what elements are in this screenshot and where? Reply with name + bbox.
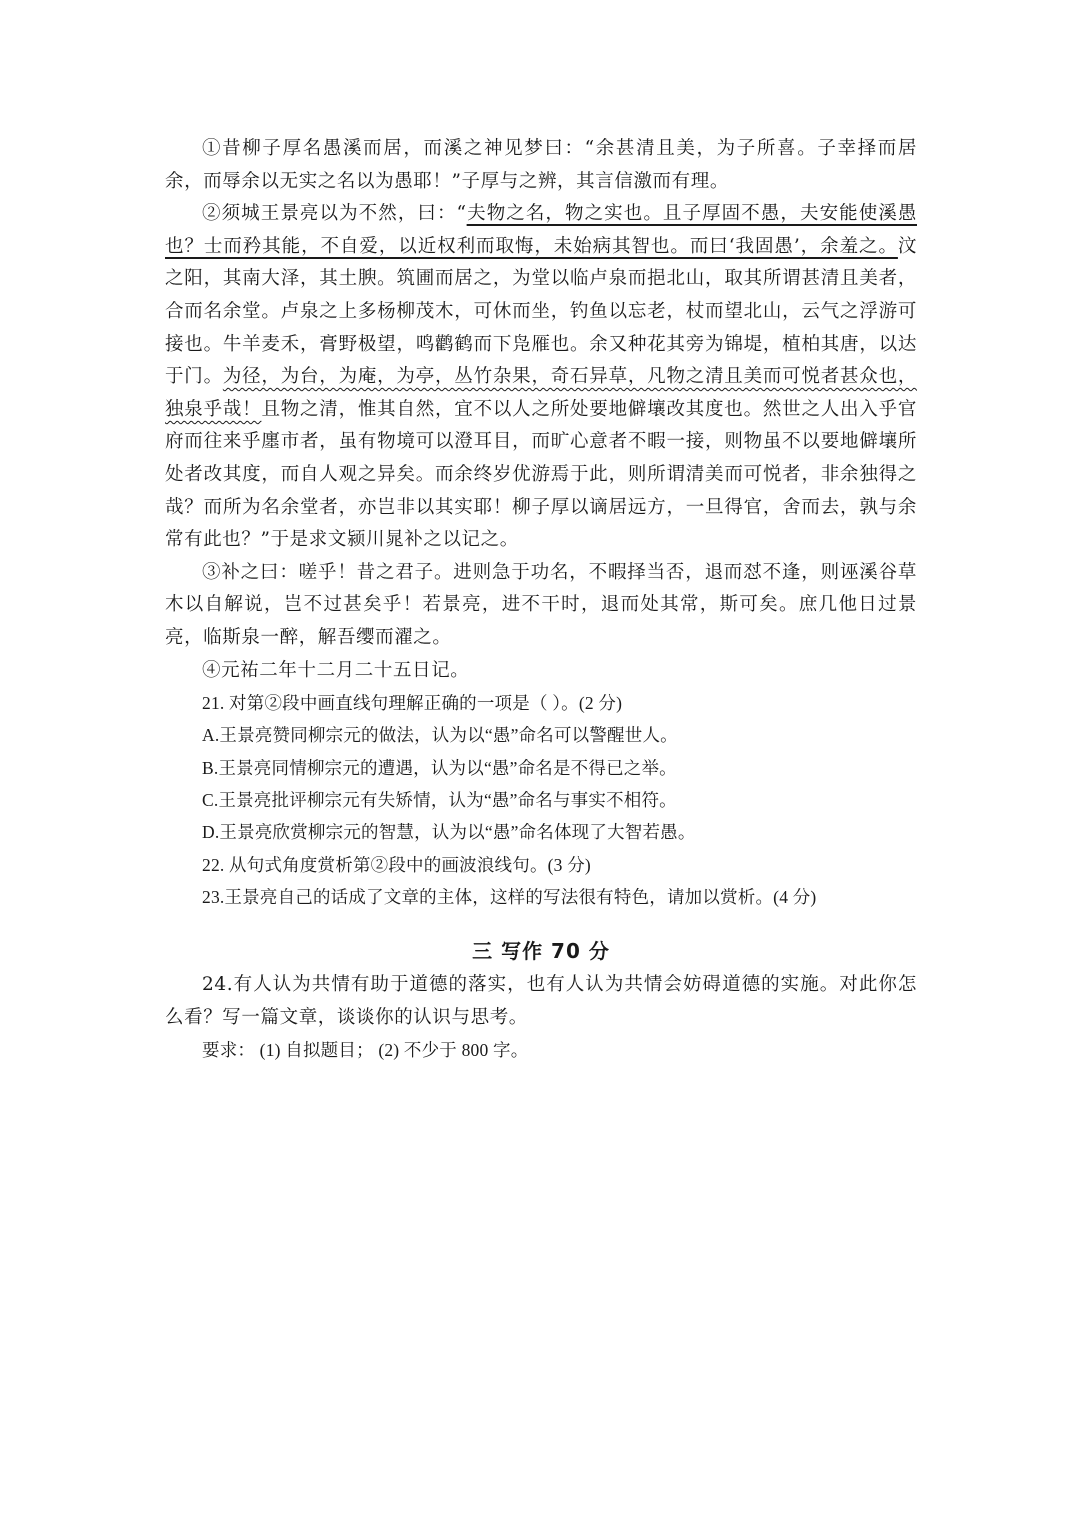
passage-paragraph-4: ④元祐二年十二月二十五日记。: [202, 659, 470, 681]
question-21-option-a: A.王景亮赞同柳宗元的做法，认为以“愚”命名可以警醒世人。: [202, 725, 678, 746]
question-23: 23.王景亮自己的话成了文章的主体，这样的写法很有特色，请加以赏析。(4 分): [202, 886, 817, 907]
passage-paragraph-3: ③补之曰：嗟乎！昔之君子。进则急于功名，不暇择当否，退而怼不逢，则诬溪谷草木以自解说，岂不过甚矣乎！若景亮，进不干时，退而处其常，斯可矣。庶几他日过景亮，临斯泉一醉，解吾缨而濯之。: [165, 561, 917, 648]
straight-underlined-sentence: 夫物之名，物之实也。且子厚固不愚，夫安能使溪愚也？士而矜其能，不自爱，以近权利而取悔，未始病其智也。而曰‘我固愚’，余羞之。: [165, 203, 917, 257]
passage-paragraph-1: ①昔柳子厚名愚溪而居，而溪之神见梦曰：“余甚清且美，为子所喜。子幸择而居余，而辱余以无实之名以为愚耶！”子厚与之辨，其言信激而有理。: [165, 138, 917, 192]
writing-prompt: 24.有人认为共情有助于道德的落实，也有人认为共情会妨碍道德的实施。对此你怎么看？写一篇文章，谈谈你的认识与思考。: [165, 974, 917, 1028]
writing-requirements: 要求： (1) 自拟题目； (2) 不少于 800 字。: [202, 1040, 529, 1061]
exam-page: [165, 133, 917, 1067]
question-22: 22. 从句式角度赏析第②段中的画波浪线句。(3 分): [202, 854, 591, 875]
question-21-option-d: D.王景亮欣赏柳宗元的智慧，认为以“愚”命名体现了大智若愚。: [202, 822, 696, 843]
question-21-option-b: B.王景亮同情柳宗元的遭遇，认为以“愚”命名是不得已之举。: [202, 757, 677, 778]
wavy-underlined-sentence: 为径，为台，为庵，为亭，丛竹杂果，奇石异草，凡物之清且美而可悦者甚众也，独泉乎哉！: [165, 366, 917, 420]
question-21: 21. 对第②段中画直线句理解正确的一项是（ ）。(2 分): [202, 693, 623, 714]
paragraph-2-middle: 汶之阳，其南大泽，其土腴。筑圃而居之，为堂以临卢泉而挹北山，取其所谓甚清且美者，合而名余堂。卢泉之上多杨柳茂木，可休而坐，钓鱼以忘老，杖而望北山，云气之浮游可接也。牛羊麦禾，膏野极望，鸣鹳鹤而下凫雁也。余又种花其旁为锦堤，植柏其唐，以达于门。: [165, 235, 917, 388]
paragraph-2-intro: ②须城王景亮以为不然，曰：“: [202, 203, 467, 225]
writing-section-heading: 三 写作 70 分: [472, 939, 610, 964]
passage-paragraph-2: [165, 198, 917, 557]
paragraph-2-end: 且物之清，惟其自然，宜不以人之所处要地僻壤改其度也。然世之人出入乎官府而往来乎廛市者，虽有物境可以澄耳目，而旷心意者不暇一接，则物虽不以要地僻壤所处者改其度，而自人观之异矣。而余终岁优游焉于此，则所谓清美而可悦者，非余独得之哉？而所为名余堂者，亦岂非以其实耶！柳子厚以谪居远方，一旦得官，舍而去，孰与余常有此也？”于是求文颍川晁补之以记之。: [165, 398, 917, 551]
question-21-option-c: C.王景亮批评柳宗元有失矫情，认为“愚”命名与事实不相符。: [202, 789, 677, 810]
